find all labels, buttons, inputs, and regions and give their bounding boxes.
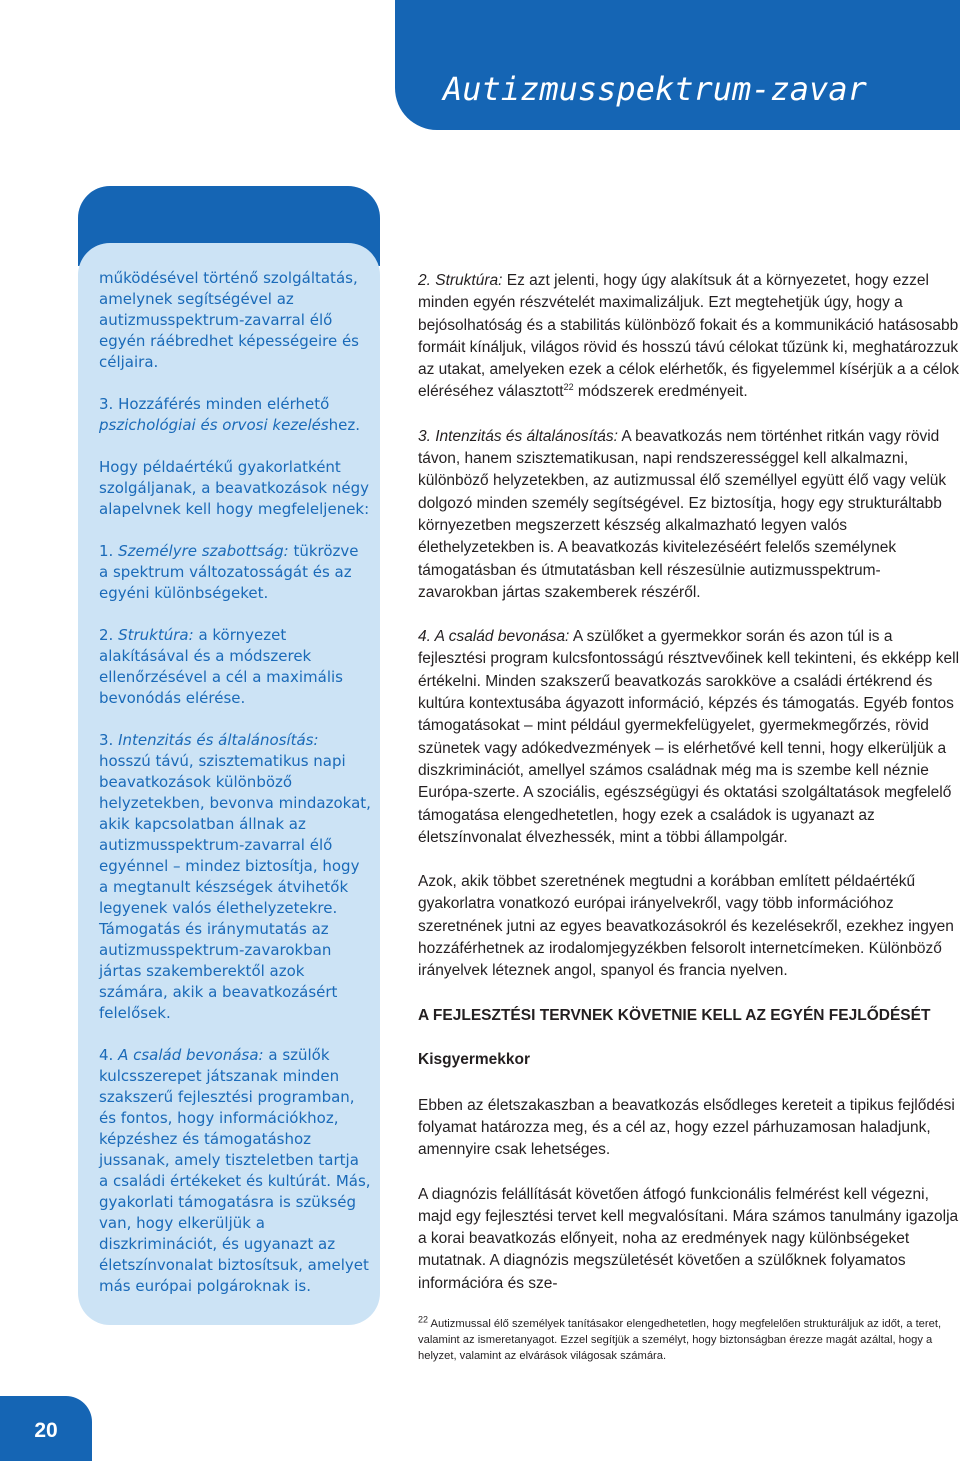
footnote-number: 22 — [418, 1314, 429, 1325]
page-number: 20 — [34, 1419, 58, 1442]
section-subheading: Kisgyermekkor — [418, 1050, 531, 1068]
main-section-2 — [418, 270, 960, 404]
sidebar-item-3-italic: pszichológiai és orvosi kezelés — [99, 416, 329, 434]
footnote — [418, 1316, 956, 1364]
main-column — [418, 270, 960, 1317]
sidebar-item-3-suffix: hez. — [328, 416, 361, 434]
principle-4-title: A család bevonása: — [118, 1046, 264, 1064]
sidebar-principle-3 — [99, 730, 371, 1024]
section-3-title: 3. Intenzitás és általánosítás: — [418, 427, 618, 445]
sidebar-principles-intro: Hogy példaértékű gyakorlatként szolgáljanak, a beavatkozások négy alapelvnek kell hogy megfeleljenek: — [99, 458, 370, 518]
principle-1-title: Személyre szabottság: — [118, 542, 289, 560]
principle-4-number: 4. — [99, 1046, 119, 1064]
paragraph-early-childhood-2: A diagnózis felállítását követően átfogó funkcionális felmérést kell végezni, majd egy fejlesztési tervet kell megvalósítani. Mára számos tanulmány igazolja a korai beavatkozás előnyeit, noha az eredmények nagy különbségeket mutatnak. A diagnózis megszületését követően a szülőknek folyamatos információra és sze- — [418, 1185, 959, 1292]
sidebar-principle-4 — [99, 1045, 371, 1297]
principle-3-title: Intenzitás és általánosítás: — [118, 731, 319, 749]
sidebar-item-3-prefix: 3. Hozzáférés minden elérhető — [99, 395, 330, 413]
section-2-title: 2. Struktúra: — [418, 272, 503, 289]
more-info-paragraph: Azok, akik többet szeretnének megtudni a korábban említett példaértékű gyakorlatra vonatkozó európai irányelvekről, vagy több információhoz szeretnének jutni az egyes beavatkozásokról és kezelésekről, ezekhez ingyen hozzáférhetnek az irodalomjegyzékben felsorolt internetcímeken. Különböző irányelvek léteznek angol, spanyol és francia nyelven. — [418, 873, 954, 980]
sidebar-intro: működésével történő szolgáltatás, amelynek segítségével az autizmusspektrum-zavarral élő egyén ráébredhet képességeire és céljaira. — [99, 269, 359, 371]
principle-2-text: a környezet alakításával és a módszerek ellenőrzésével a cél a maximális bevonódás elérése. — [99, 626, 343, 707]
paragraph-early-childhood-1: Ebben az életszakaszban a beavatkozás elsődleges kereteit a tipikus fejlődési folyamat határozza meg, és a cél az, hogy ezzel párhuzamosan haladjunk, amennyire csak lehetséges. — [418, 1096, 955, 1159]
principle-1-number: 1. — [99, 542, 119, 560]
section-2-text-a: Ez azt jelenti, hogy úgy alakítsuk át a környezetet, hogy ezzel minden egyén részvételét maximalizáljuk. Ezt megtehetjük úgy, hogy a bejósolhatóság és a stabilitás különböző fokait és a kommunikáció hatásosabb formáit kínáljuk, világos rövid és hosszú távú célokat tűzünk ki, meghatározzuk az utakat, amelyeken ezek a célok elérhetők, és figyelemmel kísérjük a a célok eléréséhez választott — [418, 272, 960, 401]
principle-2-title: Struktúra: — [118, 626, 194, 644]
page-header-title: Autizmusspektrum-zavar — [443, 70, 867, 108]
principle-2-number: 2. — [99, 626, 119, 644]
sidebar-principle-1 — [99, 541, 371, 604]
section-4-title: 4. A család bevonása: — [418, 628, 570, 646]
section-2-text-b: módszerek eredményeit. — [573, 383, 748, 401]
sidebar-principle-2 — [99, 625, 371, 709]
principle-4-text: a szülők kulcsszerepet játszanak minden szakszerű fejlesztési programban, és fontos, hogy információkhoz, képzéshez és támogatáshoz jussanak, amely tiszteletben tartja a családi értékeket és kultúrát. Más, gyakorlati támogatásra is szükség van, hogy elkerüljük a diszkriminációt, és ugyanazt az életszínvonalat biztosítsuk, amelyet más európai polgároknak is. — [99, 1046, 371, 1295]
header-band — [395, 0, 960, 130]
principle-3-text: hosszú távú, szisztematikus napi beavatkozások különböző helyzetekben, bevonva mindazokat, akik kapcsolatban állnak az autizmusspektrum-zavarral élő egyénnel – mindez biztosítja, hogy a megtanult készségek átvihetők legyenek valós élethelyzetekre. Támogatás és iránymutatás az autizmusspektrum-zavarokban jártas szakemberektől azok számára, akik a beavatkozásért felelősek. — [99, 752, 371, 1022]
principle-3-number: 3. — [99, 731, 119, 749]
main-section-4 — [418, 626, 960, 849]
footnote-text: Autizmussal élő személyek tanításakor elengedhetetlen, hogy megfelelően strukturáljuk az időt, a teret, valamint az ismeretanyagot. Ezzel segítjük a személyt, hogy biztonságban érezze magát azáltal, hogy a helyzet, valamint az elvárások világosak számára. — [418, 1318, 942, 1362]
footnote-ref-22: 22 — [563, 382, 574, 393]
principle-1-text: tükrözve a spektrum változatosságát és az egyéni különbségeket. — [99, 542, 359, 602]
section-heading: A FEJLESZTÉSI TERVNEK KÖVETNIE KELL AZ EGYÉN FEJLŐDÉSÉT — [418, 1006, 931, 1024]
sidebar-content — [99, 268, 371, 1297]
sidebar-item-3 — [99, 394, 371, 436]
main-section-3 — [418, 426, 960, 604]
section-4-text: A szülőket a gyermekkor során és azon túl is a fejlesztési program kulcsfontosságú résztvevőinek kell tekinteni, és ekképp kell értékelni. Minden szakszerű beavatkozás sarokköve a családi értékrend és kultúra kontextusába ágyazott információ, képzés és támogatás. Egyéb fontos támogatásokat – mint például gyermekfelügyelet, gyermekmegőrzés, rövid szünetek vagy adókedvezmények – is elérhetővé kell tenni, hogy elkerüljük a diszkriminációt, amellyel számos családnak még ma is szembe kell néznie Európa-szerte. A szociális, egészségügyi és oktatási szolgáltatások megfelelő támogatása elengedhetetlen, hogy ezek a családok is ugyanazt az életszínvonalat élvezhessék, mint a többi állampolgár. — [418, 628, 960, 846]
section-3-text: A beavatkozás nem történhet ritkán vagy rövid távon, hanem szisztematikusan, napi rendszerességgel kell alkalmazni, különböző helyzetekben, az autizmussal élő személlyel együtt élő vagy velük dolgozó minden személy segítségével. Ez biztosítja, hogy egy strukturáltabb környezetben megszerzett készség alkalmazható legyen valós élethelyzetekben is. A beavatkozás kivitelezéséért felelős személynek támogatásban és útmutatásban kell részesülnie autizmusspektrum-zavarokban jártas szakemberek részéről. — [418, 427, 947, 601]
